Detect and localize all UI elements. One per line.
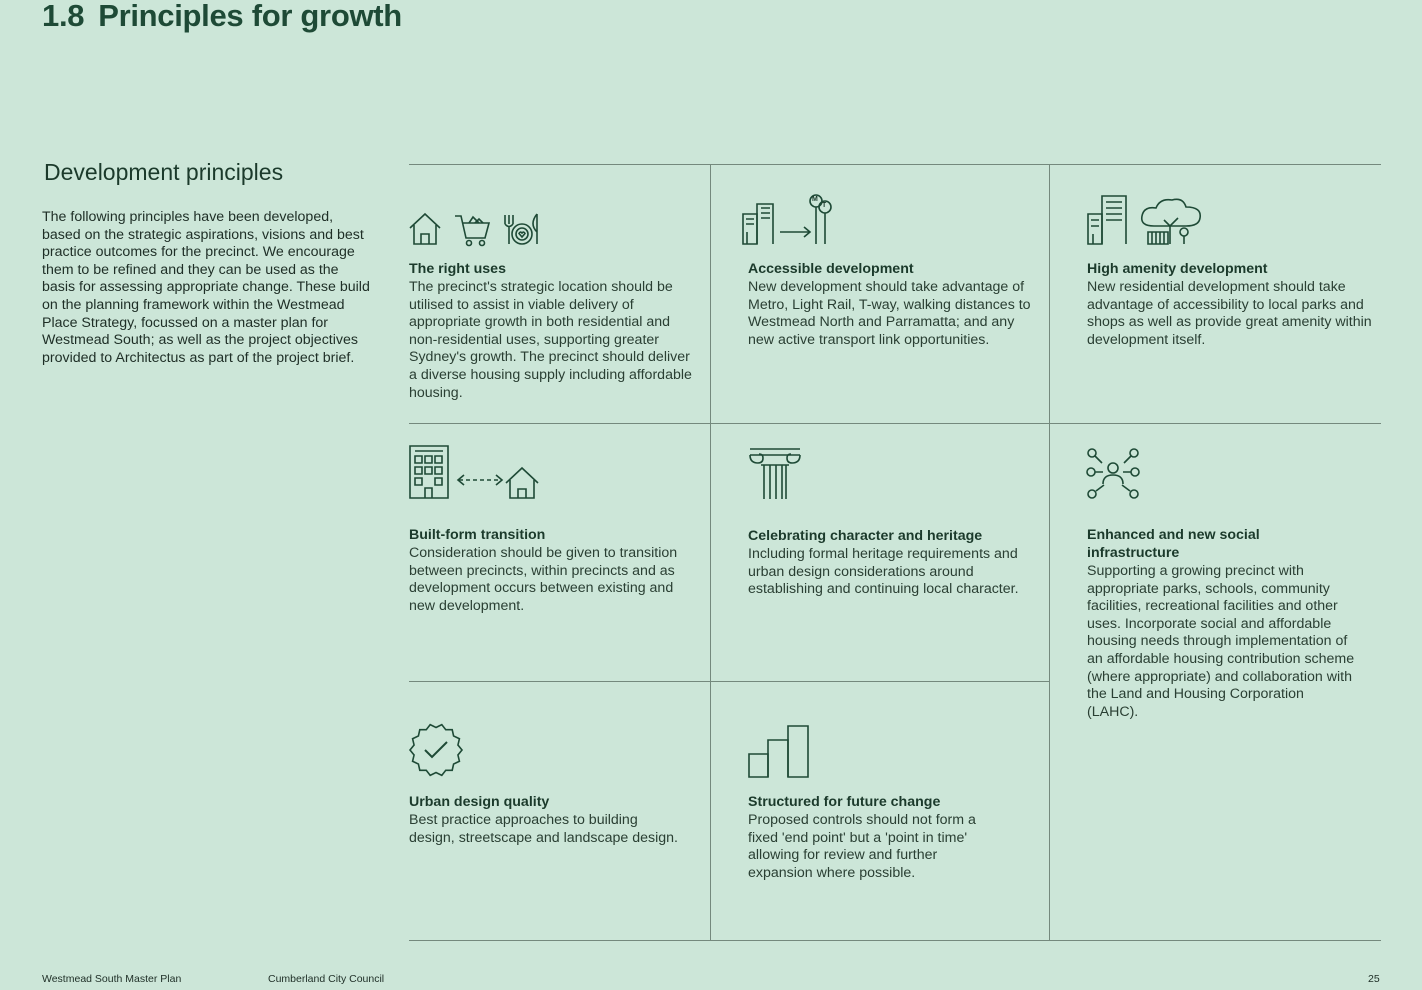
principle-title: Enhanced and new social infrastructure <box>1087 527 1260 561</box>
principle-description: Proposed controls should not form a fixed 'end point' but a 'point in time' allowing for review and further expansion where possible. <box>748 812 976 881</box>
grid-line-top <box>409 164 1381 165</box>
house-cart-dining-icon <box>409 210 544 250</box>
principle-title: Built-form transition <box>409 527 546 543</box>
heritage-column-icon <box>747 446 803 502</box>
principle-description: The precinct's strategic location should be utilised to assist in viable delivery of appropriate growth in both residential and non-residential uses, supporting greater Sydney's growth. The precinct should deliver a diverse housing supply including affordable housing. <box>409 279 692 401</box>
principle-title: Urban design quality <box>409 794 550 810</box>
page-title <box>42 0 402 34</box>
footer-client: Cumberland City Council <box>268 973 385 985</box>
grid-line-col2 <box>1049 164 1050 940</box>
principle-description: Including formal heritage requirements and urban design considerations around establishing and continuing local character. <box>748 546 1019 598</box>
community-network-icon <box>1085 446 1143 504</box>
principle-description: New residential development should take advantage of accessibility to local parks and shops as well as provide great amenity within development itself. <box>1087 279 1372 348</box>
growth-bars-icon <box>747 724 811 780</box>
principle-title: Accessible development <box>748 261 914 277</box>
principle-description: New development should take advantage of Metro, Light Rail, T-way, walking distances to Westmead North and Parramatta; and any new active transport link opportunities. <box>748 279 1031 348</box>
grid-line-bottom <box>409 940 1381 941</box>
metro-label: M <box>812 196 818 203</box>
building-to-transit-icon <box>740 192 840 250</box>
grid-line-row1 <box>409 423 1381 424</box>
principle-description: Consideration should be given to transition between precincts, within precincts and as development occurs between existing and new development. <box>409 545 678 614</box>
intro-paragraph: The following principles have been developed, based on the strategic aspirations, visions and best practice outcomes for the precinct. We encourage them to be refined and they can be used as the basis for assessing appropriate change. These build on the planning framework within the Westmead Place Strategy, focussed on a master plan for Westmead South; as well as the project objectives provided to Architectus as part of the project brief. <box>42 209 370 366</box>
subsection-heading: Development principles <box>44 159 284 185</box>
building-park-icon <box>1086 194 1206 248</box>
principle-description: Best practice approaches to building design, streetscape and landscape design. <box>409 812 678 846</box>
footer-document-title: Westmead South Master Plan <box>42 973 182 985</box>
quality-badge-icon <box>408 722 464 778</box>
grid-line-row2 <box>409 681 1050 682</box>
page-number: 25 <box>1368 973 1380 985</box>
section-number: 1.8 <box>42 0 85 33</box>
principle-description: Supporting a growing precinct with appropriate parks, schools, community facilities, recreational facilities and other uses. Incorporate social and affordable housing needs through implementation of an affordable housing contribution scheme (where appropriate) and collaboration with the Land and Housing Corporation (LAHC). <box>1087 563 1355 720</box>
principle-title: High amenity development <box>1087 261 1268 277</box>
grid-line-col1 <box>710 164 711 940</box>
tram-label: T <box>822 202 827 209</box>
principle-title: Structured for future change <box>748 794 941 810</box>
principle-title: Celebrating character and heritage <box>748 528 983 544</box>
building-house-transition-icon <box>409 445 544 501</box>
section-title: Principles for growth <box>98 0 402 33</box>
principle-title: The right uses <box>409 261 506 277</box>
